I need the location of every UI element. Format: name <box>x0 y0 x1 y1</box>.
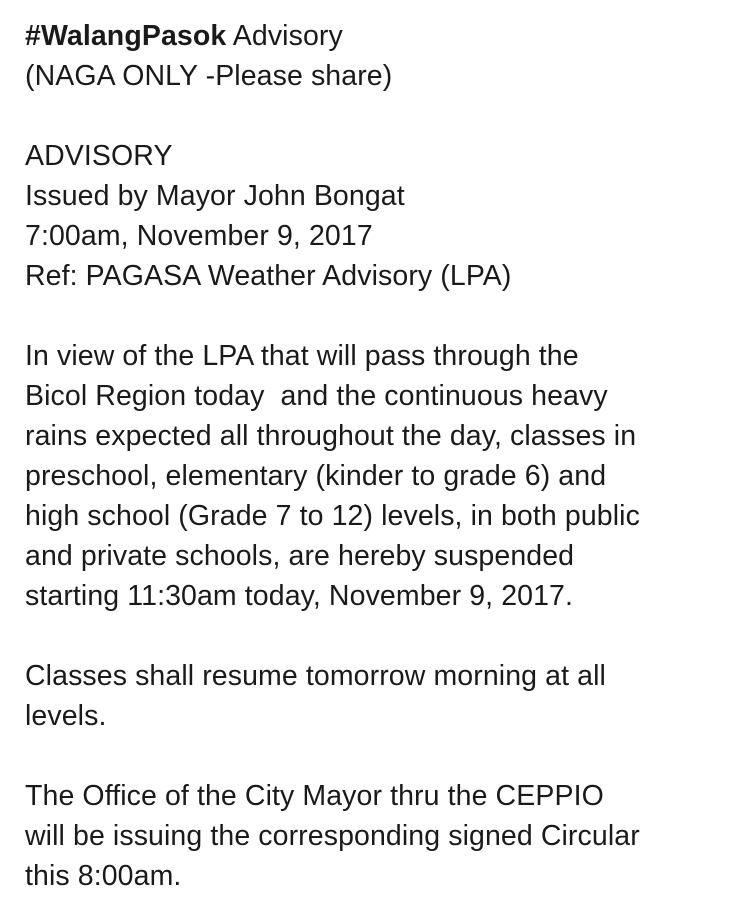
paragraph-line: In view of the LPA that will pass through the <box>25 340 579 372</box>
hashtag-link[interactable]: #WalangPasok <box>25 20 227 52</box>
paragraph-line: and private schools, are hereby suspended <box>25 540 575 572</box>
spacer <box>25 736 741 776</box>
paragraph-line: Classes shall resume tomorrow morning at all <box>25 660 606 692</box>
spacer <box>25 296 741 336</box>
post-scope-note: (NAGA ONLY -Please share) <box>25 60 393 92</box>
paragraph-line: high school (Grade 7 to 12) levels, in both public <box>25 500 640 532</box>
paragraph-line: starting 11:30am today, November 9, 2017. <box>25 580 574 612</box>
paragraph-line: rains expected all throughout the day, classes in <box>25 420 637 452</box>
advisory-post <box>25 16 741 896</box>
spacer <box>25 96 741 136</box>
suspension-paragraph <box>25 336 741 616</box>
spacer <box>25 616 741 656</box>
post-title-text: Advisory <box>226 20 343 52</box>
advisory-reference: Ref: PAGASA Weather Advisory (LPA) <box>25 260 512 292</box>
resume-paragraph <box>25 656 741 736</box>
paragraph-line: preschool, elementary (kinder to grade 6) and <box>25 460 607 492</box>
paragraph-line: The Office of the City Mayor thru the CEPPIO <box>25 780 604 812</box>
circular-paragraph <box>25 776 741 896</box>
paragraph-line: this 8:00am. <box>25 860 182 892</box>
advisory-time: 7:00am, November 9, 2017 <box>25 220 373 252</box>
paragraph-line: levels. <box>25 700 107 732</box>
post-title-line <box>25 16 741 56</box>
paragraph-line: Bicol Region today and the continuous heavy <box>25 380 608 412</box>
paragraph-line: will be issuing the corresponding signed Circular <box>25 820 640 852</box>
advisory-heading: ADVISORY <box>25 140 173 172</box>
advisory-issuer: Issued by Mayor John Bongat <box>25 180 405 212</box>
